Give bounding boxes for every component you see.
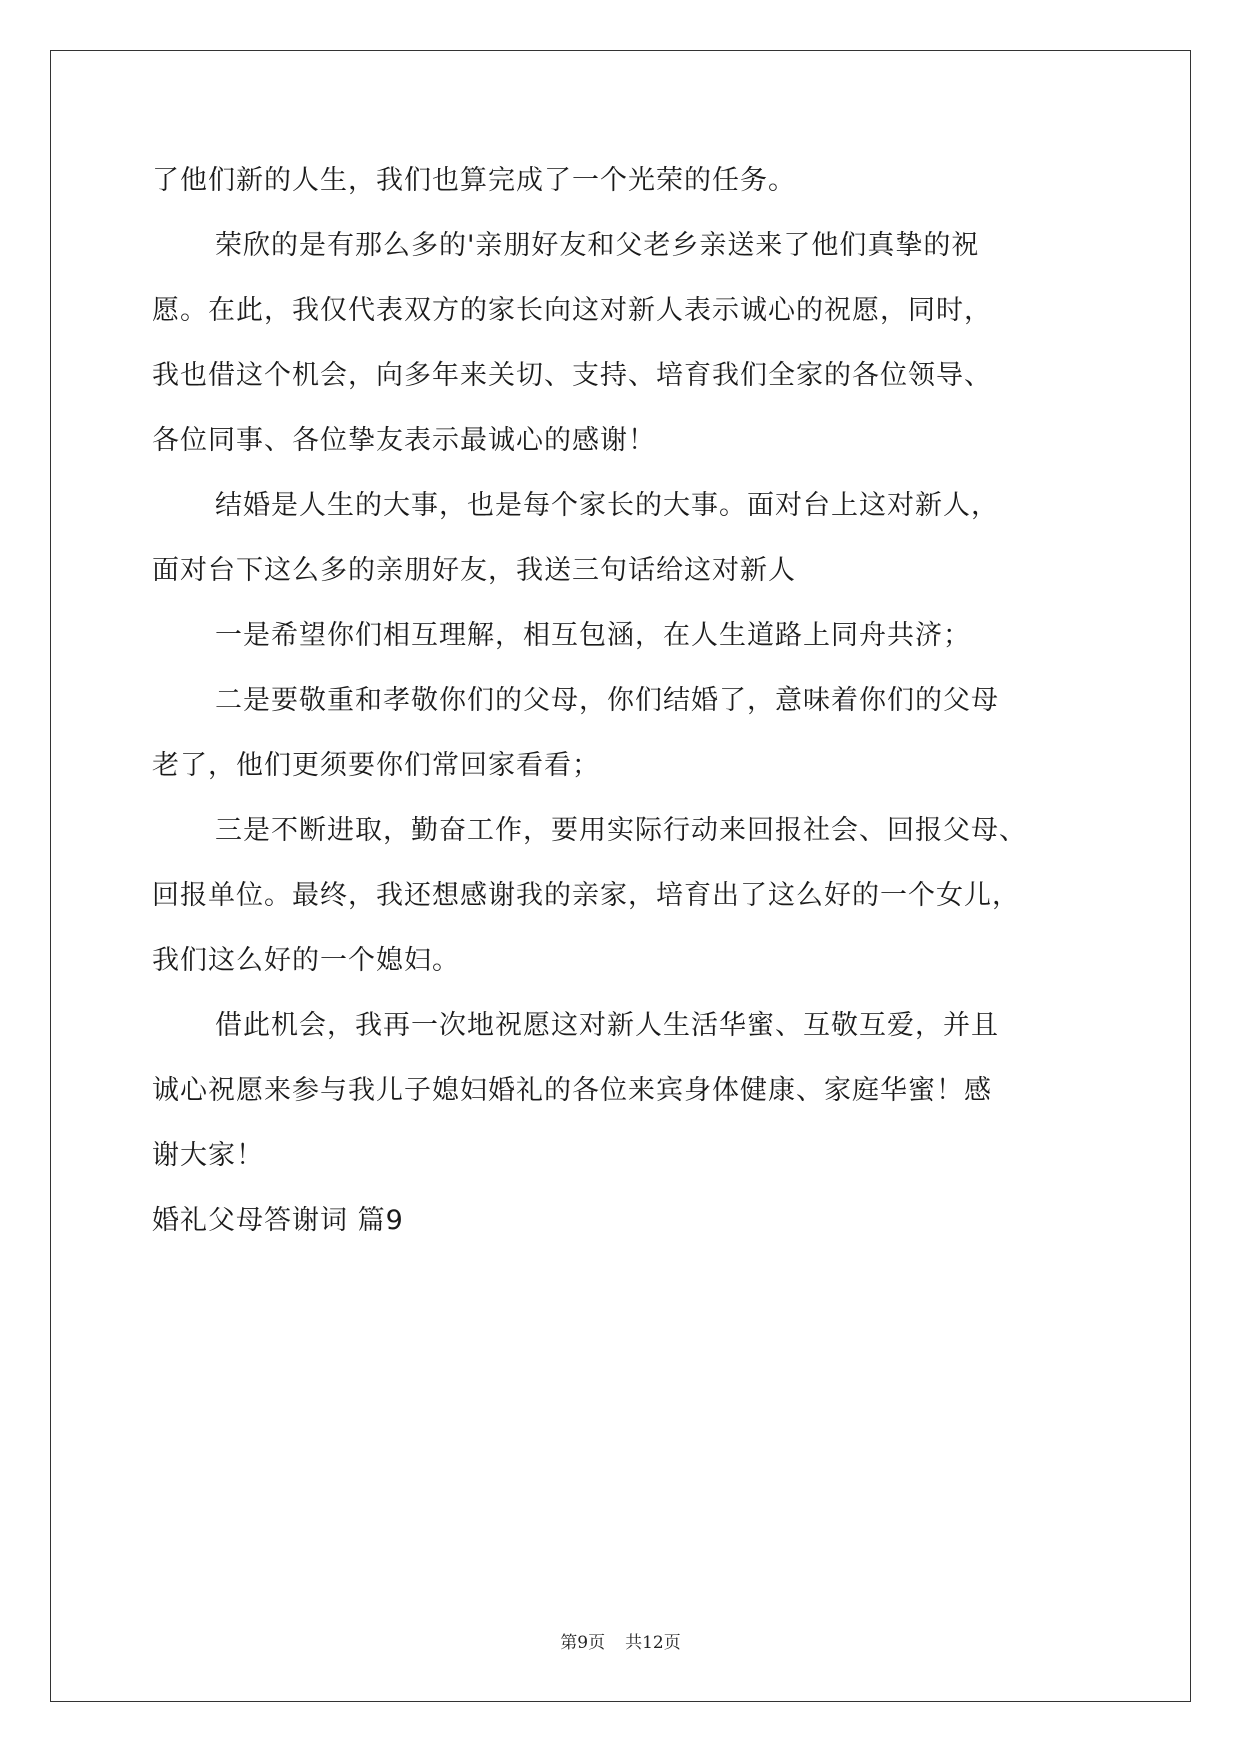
current-page-label: 第9页 xyxy=(560,1633,606,1653)
text-line: 了他们新的人生，我们也算完成了一个光荣的任务。 xyxy=(152,165,796,196)
text-line: 结婚是人生的大事，也是每个家长的大事。面对台上这对新人， xyxy=(215,490,999,521)
text-line: 三是不断进取，勤奋工作，要用实际行动来回报社会、回报父母、 xyxy=(215,815,1027,846)
text-line: 二是要敬重和孝敬你们的父母，你们结婚了，意味着你们的父母 xyxy=(215,685,999,716)
text-line: 一是希望你们相互理解，相互包涵，在人生道路上同舟共济； xyxy=(215,620,971,651)
page-footer xyxy=(0,1628,1241,1653)
text-line: 老了，他们更须要你们常回家看看； xyxy=(152,750,600,781)
text-line: 诚心祝愿来参与我儿子媳妇婚礼的各位来宾身体健康、家庭华蜜！感 xyxy=(152,1075,992,1106)
section-heading: 婚礼父母答谢词 篇9 xyxy=(152,1205,404,1236)
text-line: 面对台下这么多的亲朋好友，我送三句话给这对新人 xyxy=(152,555,796,586)
text-line: 谢大家！ xyxy=(152,1140,264,1171)
text-line: 回报单位。最终，我还想感谢我的亲家，培育出了这么好的一个女儿， xyxy=(152,880,1020,911)
text-line: 各位同事、各位挚友表示最诚心的感谢！ xyxy=(152,425,656,456)
text-line: 借此机会，我再一次地祝愿这对新人生活华蜜、互敬互爱，并且 xyxy=(215,1010,999,1041)
total-pages-label: 共12页 xyxy=(625,1633,681,1653)
text-line: 我也借这个机会，向多年来关切、支持、培育我们全家的各位领导、 xyxy=(152,360,992,391)
text-line: 荣欣的是有那么多的'亲朋好友和父老乡亲送来了他们真挚的祝 xyxy=(215,230,980,261)
text-line: 愿。在此，我仅代表双方的家长向这对新人表示诚心的祝愿，同时， xyxy=(152,295,992,326)
text-line: 我们这么好的一个媳妇。 xyxy=(152,945,460,976)
